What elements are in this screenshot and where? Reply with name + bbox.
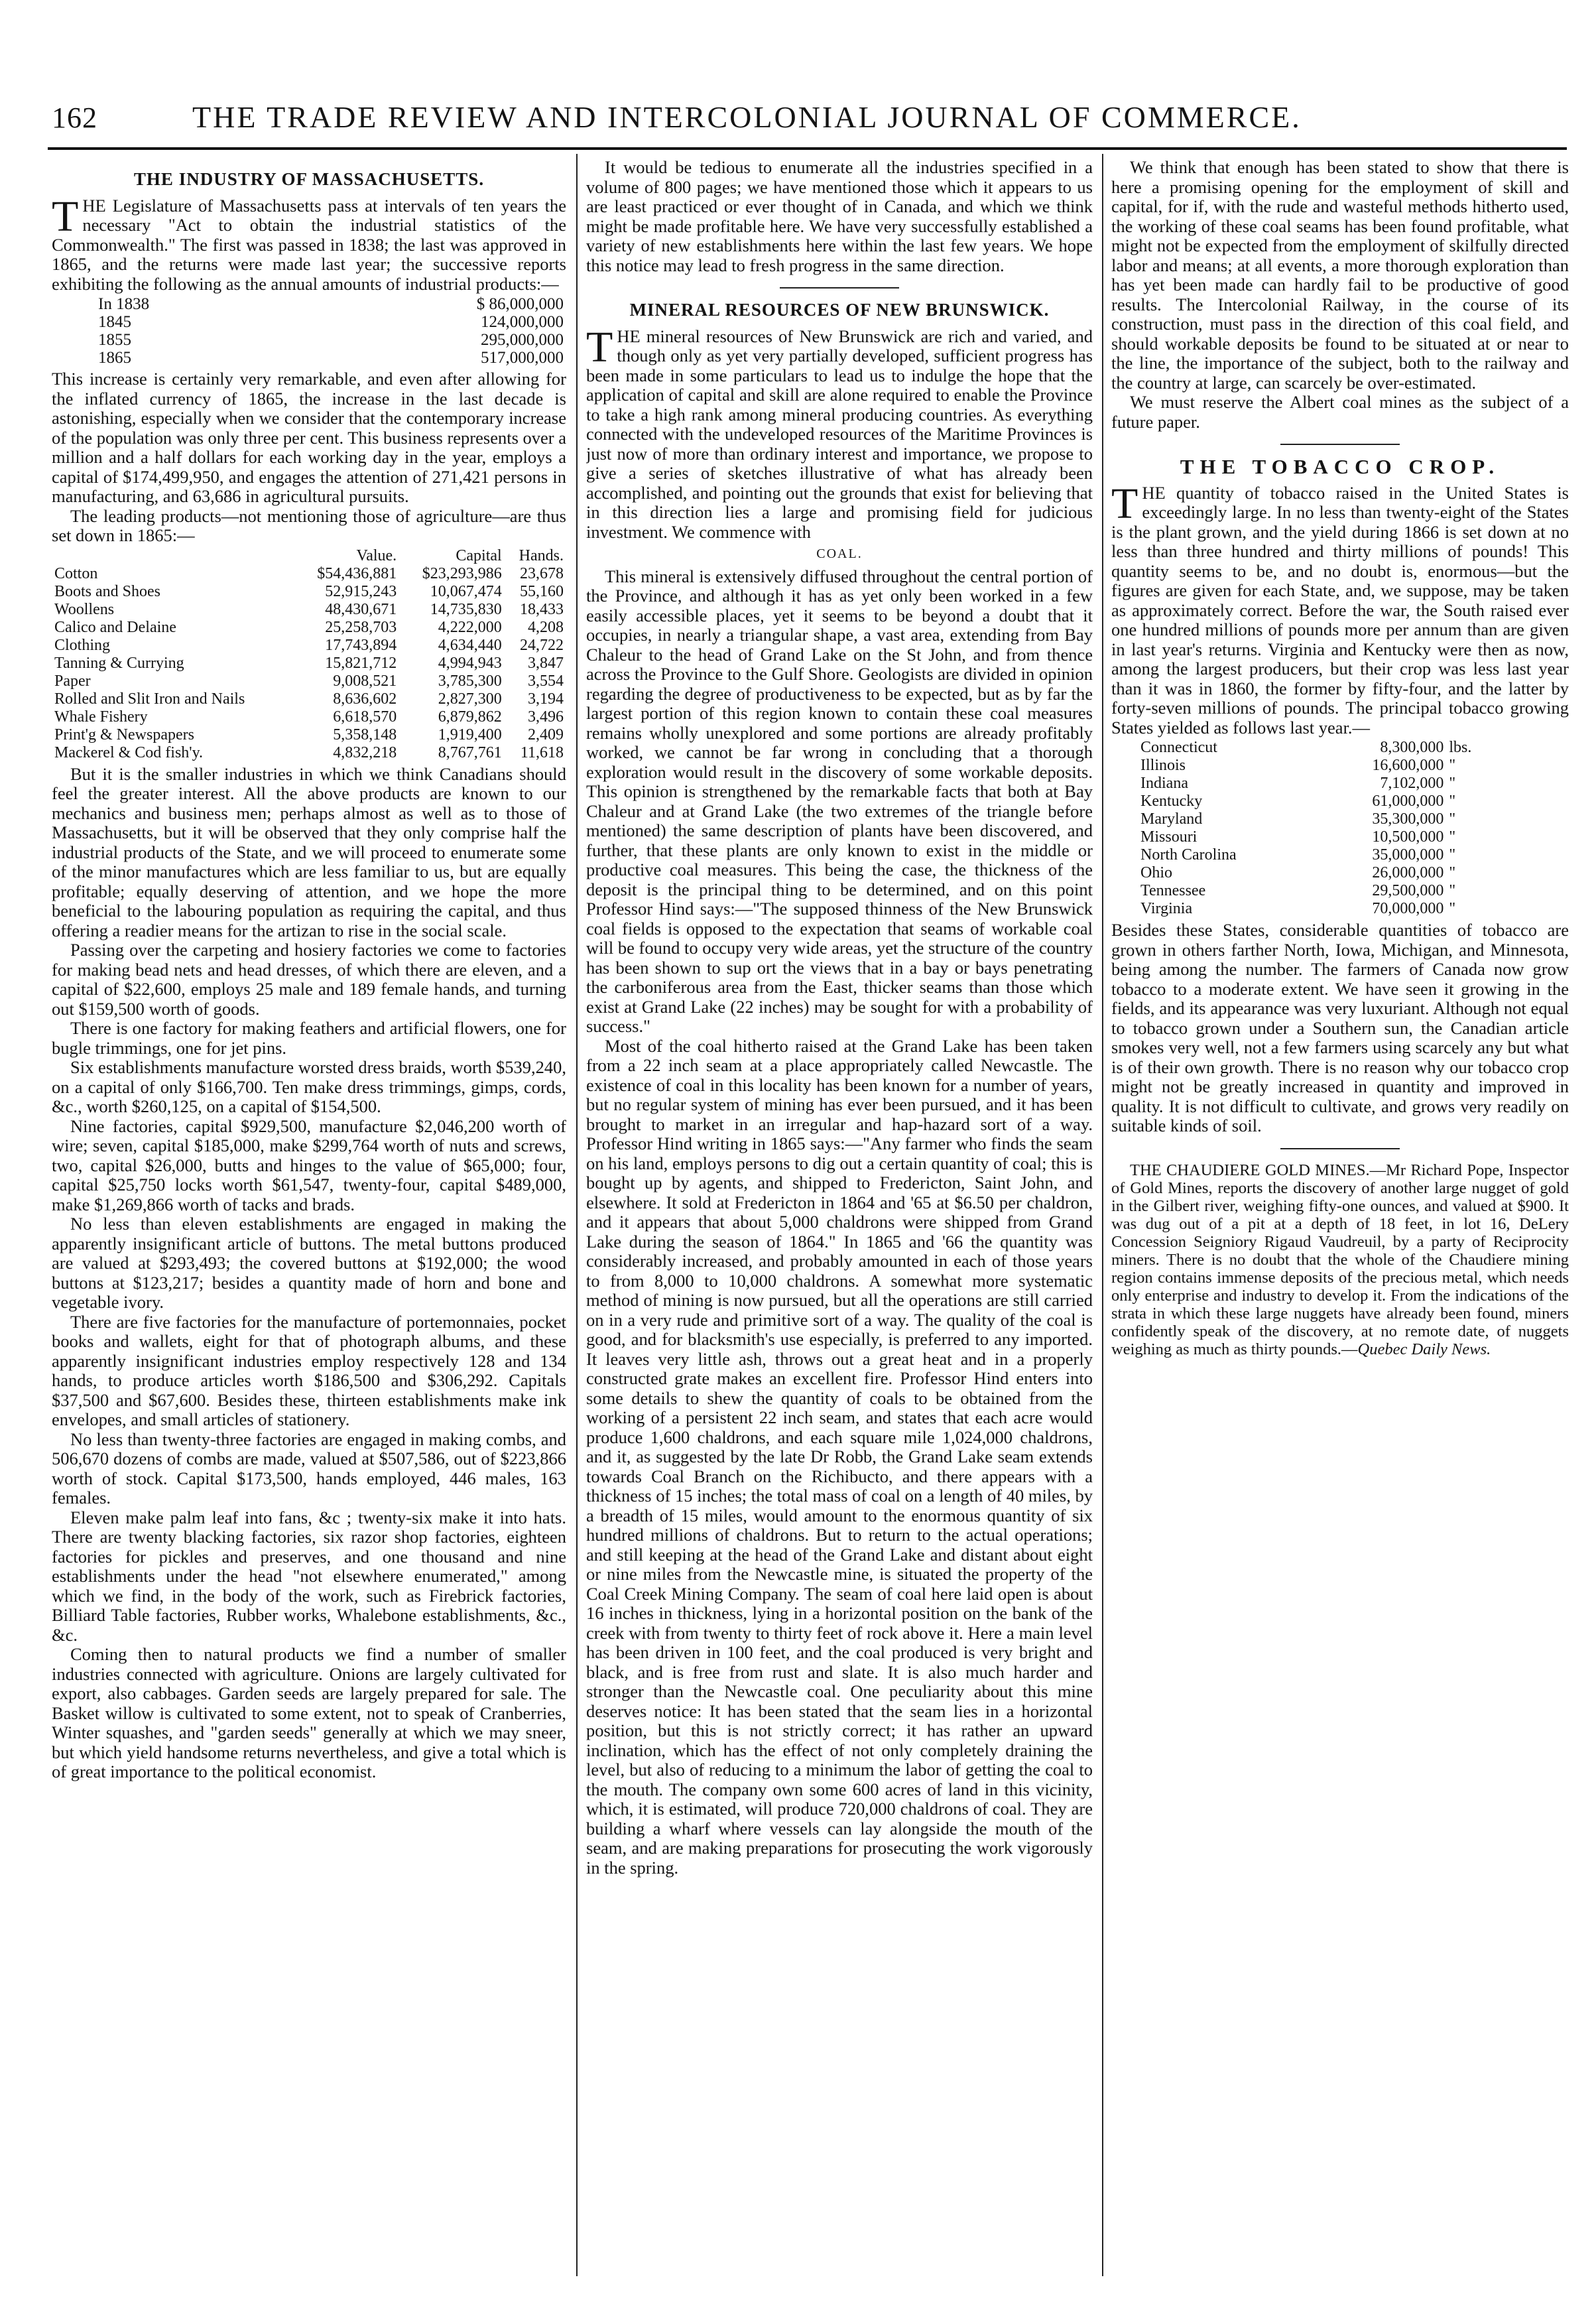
- table-row: [52, 295, 566, 313]
- hands-cell: 11,618: [520, 743, 564, 761]
- paragraph: Passing over the carpeting and hosiery factories we come to factories for making bead nets and head dresses, of which there are eleven, and a capital of $22,600, employs 25 male and 189 female hands, and turning out $159,500 worth of goods.: [52, 940, 566, 1019]
- product-name-cell: Cotton: [54, 564, 98, 582]
- table-row: [1138, 810, 1495, 828]
- news-item-lead: THE CHAUDIERE GOLD MINES.: [1130, 1161, 1370, 1179]
- state-cell: Ohio: [1140, 864, 1172, 881]
- leading-products-table: [52, 547, 566, 762]
- capital-cell: 2,827,300: [438, 690, 502, 708]
- year-cell: 1845: [98, 313, 131, 331]
- table-row: [52, 619, 566, 637]
- table-row: [52, 583, 566, 601]
- article-title-tobacco: THE TOBACCO CROP.: [1180, 455, 1501, 478]
- article-title-massachusetts: THE INDUSTRY OF MASSACHUSETTS.: [133, 169, 485, 189]
- state-cell: Tennessee: [1140, 882, 1206, 899]
- value-cell: 52,915,243: [325, 582, 397, 600]
- amount-cell: 517,000,000: [481, 349, 564, 367]
- paragraph: Besides these States, considerable quantities of tobacco are grown in others farther North, Iowa, Michigan, and Minnesota, being among the number. The farmers of Canada now grow tobacco to a moderate extent. We have seen it growing in the fields, and its appearance was very luxuriant. Although not equal to tobacco grown under a Southern sun, the Canadian article smokes very well, not a few farmers using scarcely any but what is of their own growth. There is no reason why our tobacco crop might not be greatly increased in quantity and improved in quality. It is not difficult to cultivate, and grows very readily on suitable kinds of soil.: [1111, 920, 1569, 1135]
- hands-cell: 3,496: [528, 708, 564, 726]
- table-row: [52, 690, 566, 708]
- running-title: THE TRADE REVIEW AND INTERCOLONIAL JOURNAL OF COMMERCE.: [192, 100, 1302, 134]
- table-row: [52, 565, 566, 583]
- table-row: [52, 708, 566, 726]
- paragraph: There is one factory for making feathers and artificial flowers, one for bugle trimmings, one for jet pins.: [52, 1018, 566, 1058]
- unit-cell: ": [1449, 810, 1456, 828]
- amount-cell: 35,000,000: [1372, 846, 1444, 864]
- unit-cell: lbs.: [1449, 739, 1472, 756]
- header-rule: [48, 147, 1567, 150]
- state-cell: Maryland: [1140, 810, 1203, 828]
- state-cell: Connecticut: [1140, 739, 1217, 756]
- table-row: [52, 655, 566, 673]
- product-name-cell: Clothing: [54, 636, 111, 654]
- value-cell: 25,258,703: [325, 618, 397, 636]
- page-number: 162: [52, 101, 97, 134]
- table-row: [52, 744, 566, 762]
- amount-cell: $ 86,000,000: [476, 295, 564, 313]
- subheading-coal: COAL.: [816, 546, 863, 561]
- unit-cell: ": [1449, 828, 1456, 846]
- capital-cell: $23,293,986: [422, 564, 502, 582]
- table-row: [1138, 864, 1495, 882]
- table-row: [1138, 793, 1495, 810]
- capital-cell: 3,785,300: [438, 672, 502, 690]
- hands-cell: 2,409: [528, 726, 564, 743]
- amount-cell: 29,500,000: [1372, 882, 1444, 899]
- value-cell: 5,358,148: [333, 726, 397, 743]
- amount-cell: 35,300,000: [1372, 810, 1444, 828]
- value-cell: 48,430,671: [325, 600, 397, 618]
- capital-cell: 4,634,440: [438, 636, 502, 654]
- capital-cell: 10,067,474: [430, 582, 502, 600]
- unit-cell: ": [1449, 757, 1456, 774]
- tobacco-states-table: [1138, 739, 1495, 918]
- product-name-cell: Print'g & Newspapers: [54, 726, 194, 743]
- paragraph: No less than twenty-three factories are engaged in making combs, and 506,670 dozens of combs are made, valued at $507,586, out of $223,866 worth of stock. Capital $173,500, hands employed, 446 males, 163 females.: [52, 1429, 566, 1508]
- capital-cell: 4,222,000: [438, 618, 502, 636]
- state-cell: Virginia: [1140, 900, 1193, 917]
- news-item-source: Quebec Daily News.: [1357, 1340, 1491, 1358]
- table-row: [52, 673, 566, 690]
- paragraph: THE Legislature of Massachusetts pass at intervals of ten years the necessary "Act to obtain the industrial statistics of the Commonwealth." The first was passed in 1838; the last was approved in 1865, and the returns were made last year; the successive reports exhibiting the following as the annual amounts of industrial products:—: [52, 192, 566, 294]
- value-cell: $54,436,881: [317, 564, 397, 582]
- table-row: [1138, 775, 1495, 793]
- paragraph: But it is the smaller industries in which we think Canadians should feel the greater interest. All the above products are known to our mechanics and business men; perhaps almost as well as to those of Massachusetts, but it will be observed that they only comprise half the industrial products of the State, and we will proceed to enumerate some of the minor manufactures which are less familiar to us, but are equally profitable; equally deserving of attention, and we hope the more beneficial to the labouring population as requiring the capital, and thus offering a readier means for the artizan to rise in the social scale.: [52, 763, 566, 940]
- paragraph: It would be tedious to enumerate all the industries specified in a volume of 800 pages; we have mentioned those which it appears to us are least practiced or ever thought of in Canada, and which we think might be made profitable here. We have very successfully established a variety of new establishments here within the last few years. We hope this notice may lead to fresh progress in the same direction.: [586, 158, 1093, 275]
- state-cell: North Carolina: [1140, 846, 1237, 864]
- value-cell: 4,832,218: [333, 743, 397, 761]
- hands-cell: 18,433: [520, 600, 564, 618]
- table-row: [1138, 900, 1495, 918]
- hands-cell: 3,194: [528, 690, 564, 708]
- amount-cell: 70,000,000: [1372, 900, 1444, 917]
- product-name-cell: Rolled and Slit Iron and Nails: [54, 690, 245, 708]
- paragraph: There are five factories for the manufacture of portemonnaies, pocket books and wallets, eight for that of photograph albums, and these apparently insignificant industries employ respectively 128 and 134 hands, to produce articles worth $186,500 and $306,292. Capitals $37,500 and $67,600. Besides these, thirteen establishments make ink envelopes, and small articles of stationery.: [52, 1311, 566, 1429]
- amount-cell: 295,000,000: [481, 331, 564, 349]
- capital-cell: 1,919,400: [438, 726, 502, 743]
- column-rule-1: [576, 154, 578, 2276]
- amount-cell: 8,300,000: [1380, 739, 1444, 756]
- year-cell: In 1838: [98, 295, 150, 313]
- product-name-cell: Paper: [54, 672, 91, 690]
- table-row: [52, 601, 566, 619]
- column-header: Capital: [456, 546, 502, 564]
- unit-cell: ": [1449, 793, 1456, 810]
- hands-cell: 55,160: [520, 582, 564, 600]
- table-row: [52, 313, 566, 331]
- value-cell: 8,636,602: [333, 690, 397, 708]
- column-header: Value.: [356, 546, 397, 564]
- value-cell: 9,008,521: [333, 672, 397, 690]
- hands-cell: 23,678: [520, 564, 564, 582]
- unit-cell: ": [1449, 846, 1456, 864]
- product-name-cell: Tanning & Currying: [54, 654, 184, 672]
- paragraph: No less than eleven establishments are engaged in making the apparently insignificant article of buttons. The metal buttons produced are valued at $293,493; the covered buttons at $192,000; the wood buttons at $123,217; besides a quantity made of horn and bone and vegetable ivory.: [52, 1214, 566, 1312]
- table-row: [1138, 828, 1495, 846]
- industrial-products-by-year-table: [52, 295, 566, 367]
- section-rule: [780, 287, 899, 289]
- paragraph: THE quantity of tobacco raised in the United States is exceedingly large. In no less than twenty-eight of the States is the plant grown, and the yield during 1866 is set down at no less than three hundred and thirty millions of pounds! This quantity seems to be, and no doubt is, enormous—but the figures are given for each State, and, we suppose, may be taken as approximately correct. Before the war, the South raised ever one hundred millions of pounds more per annum than are given in last year's returns. Virginia and Kentucky were then as now, among the largest producers, but their crop was less last year than it was in 1860, the former by fifty-four, and the latter by forty-seven millions of pounds. The principal tobacco growing States yielded as follows last year.—: [1111, 479, 1569, 738]
- table-row: [1138, 846, 1495, 864]
- table-row: [52, 349, 566, 367]
- amount-cell: 10,500,000: [1372, 828, 1444, 846]
- paragraph: This mineral is extensively diffused throughout the central portion of the Province, and although it has as yet only been worked in a few easily accessible places, yet it seems to be beyond a doubt that it occupies, in nearly a triangular shape, a vast area, extending from Bay Chaleur to the head of Grand Lake on the St John, and from thence across the Province to the Gulf Shore. Geologists are divided in opinion regarding the degree of productiveness to be expected, but as by far the largest portion of this region known to contain these coal measures remains wholly unexplored and some portions are already profitably worked, we cannot be far wrong in concluding that a thorough exploration would result in the discovery of some workable deposits. This opinion is strengthened by the remarkable facts that both at Bay Chaleur and at Grand Lake (the two extremes of the triangle before mentioned) the same description of plants have been discovered, and further, that these plants are only known to exist in the middle or productive coal measures. This being the case, the thickness of the deposit is the principal thing to be determined, and on this point Professor Hind says:—"The supposed thinness of the New Brunswick coal fields is opposed to the expectation that seams of workable coal will be found to occupy very wide areas, yet the structure of the country has been shown to sup ort the views that in a bay or bays penetrating the carboniferous area from the East, thicker seams than those which exist at Grand Lake (22 inches) may be sought for with a probability of success.": [586, 566, 1093, 1036]
- hands-cell: 3,847: [528, 654, 564, 672]
- table-row: [1138, 739, 1495, 757]
- unit-cell: ": [1449, 775, 1456, 792]
- paragraph: Six establishments manufacture worsted dress braids, worth $539,240, on a capital of only $166,700. Ten make dress trimmings, gimps, cords, &c., worth $260,125, on a capital of $154,500.: [52, 1057, 566, 1116]
- column-3: [1111, 158, 1569, 2300]
- news-item-body: —Mr Richard Pope, Inspector of Gold Mines, reports the discovery of another large nugget of gold in the Gilbert river, weighing fifty-one ounces, and valued at $900. It was dug out of a pit at a depth of 18 feet, in lot 16, DeLery Concession Seigniory Rigaud Vaudreuil, by a party of Reciprocity miners. There is no doubt that the whole of the Chaudiere mining region contains immense deposits of the precious metal, which needs only enterprise and industry to develop it. From the indications of the strata in which these large nuggets have already been found, miners confidently speak of the discovery, at no remote date, of nuggets weighing as much as thirty pounds.—: [1111, 1161, 1569, 1358]
- amount-cell: 16,600,000: [1372, 757, 1444, 774]
- table-row: [1138, 882, 1495, 900]
- column-header: Hands.: [519, 546, 564, 564]
- value-cell: 6,618,570: [333, 708, 397, 726]
- value-cell: 17,743,894: [325, 636, 397, 654]
- value-cell: 15,821,712: [325, 654, 397, 672]
- capital-cell: 8,767,761: [438, 743, 502, 761]
- hands-cell: 4,208: [528, 618, 564, 636]
- unit-cell: ": [1449, 882, 1456, 899]
- year-cell: 1855: [98, 331, 131, 349]
- product-name-cell: Mackerel & Cod fish'y.: [54, 743, 204, 761]
- paragraph: THE mineral resources of New Brunswick are rich and varied, and though only as yet very partially developed, sufficient progress has been made in some particulars to lead us to indulge the hope that the application of capital and skill are alone required to enable the Province to take a high rank among mineral producing countries. As everything connected with the undeveloped resources of the Maritime Provinces is just now of more than ordinary interest and importance, we propose to give a series of sketches illustrative of what has already been accomplished, and pointing out the grounds that exist for believing that in this direction lies a large and promising field for judicious investment. We commence with: [586, 322, 1093, 542]
- product-name-cell: Woollens: [54, 600, 115, 618]
- paragraph: Eleven make palm leaf into fans, &c ; twenty-six make it into hats. There are twenty blacking factories, six razor shop factories, eighteen factories for pickles and preserves, and one thousand and nine establishments under the head "not elsewhere enumerated," among which we find, in the body of the work, such as Firebrick factories, Billiard Table factories, Rubber works, Whalebone establishments, &c., &c.: [52, 1507, 566, 1645]
- table-row: [52, 726, 566, 744]
- paragraph: We must reserve the Albert coal mines as the subject of a future paper.: [1111, 392, 1569, 432]
- state-cell: Indiana: [1140, 775, 1188, 792]
- column-2: [586, 158, 1093, 2300]
- state-cell: Kentucky: [1140, 793, 1203, 810]
- section-rule: [1280, 444, 1400, 445]
- amount-cell: 7,102,000: [1380, 775, 1444, 792]
- unit-cell: ": [1449, 900, 1456, 917]
- state-cell: Illinois: [1140, 757, 1186, 774]
- section-rule: [1280, 1148, 1400, 1149]
- hands-cell: 24,722: [520, 636, 564, 654]
- paragraph: We think that enough has been stated to show that there is here a promising opening for the employment of skill and capital, for if, with the rude and wasteful methods hitherto used, the working of these coal seams has been found profitable, what might not be expected from the employment of skilfully directed labor and means; at all events, a more thorough exploration than has yet been made can hardly fail to be productive of good results. The Intercolonial Railway, in the course of its construction, must pass in the direction of this coal field, and should workable deposits be found to be situated at or near to the line, the importance of the subject, both to the railway and the country at large, can scarcely be over-estimated.: [1111, 158, 1569, 393]
- column-1: [52, 158, 566, 2300]
- amount-cell: 26,000,000: [1372, 864, 1444, 881]
- capital-cell: 6,879,862: [438, 708, 502, 726]
- capital-cell: 4,994,943: [438, 654, 502, 672]
- paragraph: Nine factories, capital $929,500, manufacture $2,046,200 worth of wire; seven, capital $185,000, make $299,764 worth of nuts and screws, two, capital $26,000, butts and hinges to the value of $65,000; four, capital $25,750 locks worth $61,547, twenty-four, capital $489,000, make $1,269,866 worth of tacks and brads.: [52, 1116, 566, 1214]
- paragraph: Most of the coal hitherto raised at the Grand Lake has been taken from a 22 inch seam at a place appropriately called Newcastle. The existence of coal in this locality has been known for a number of years, but no regular system of mining has ever been pursued, and it has been brought to market in an irregular and hap-hazard sort of a way. Professor Hind writing in 1865 says:—"Any farmer who finds the seam on his land, employs persons to dig out a certain quantity of coal; this is bought up by agents, and shipped to Fredericton, Saint John, and elsewhere. It sold at Fredericton in 1864 and '65 at $6.50 per chaldron, and it appears that about 5,000 chaldrons were shipped from Grand Lake during the season of 1864." In 1865 and '66 the quantity was considerably increased, and probably amounted in each of those years to from 8,000 to 10,000 chaldrons. A somewhat more systematic method of mining is now pursued, but all the operations are still carried on in a very rude and primitive sort of a way. The quality of the coal is good, and for blacksmith's use especially, is preferred to any imported. It leaves very little ash, throws out a great heat and in a properly constructed grate makes an excellent fire. Professor Hind enters into some details to shew the quantity of coals to be obtained from the working of a persistent 22 inch seam, and states that each acre would produce 1,600 chaldrons, and each square mile 1,024,000 chaldrons, and it, as suggested by the late Dr Robb, the Grand Lake seam extends towards Coal Branch on the Richibucto, and there appears with a thickness of 15 inches; the total mass of coal on a length of 40 miles, by a breadth of 15 miles, would amount to the enormous quantity of six hundred millions of chaldrons. But to return to the actual operations; and still keeping at the head of the Grand Lake and distant about eight or nine miles from the Newcastle mine, is situated the property of the Coal Creek Mining Company. The seam of coal here laid open is about 16 inches in thickness, lying in a horizontal position on the bank of the creek with from twenty to thirty feet of rock above it. Here a main level has been driven in 100 feet, and the coal produced is very bright and black, and is free from rust and slate. It is also much harder and stronger than the Newcastle coal. One peculiarity about this mine deserves notice: It has been stated that the seam lies in a horizontal position, but this is not strictly correct; it has rather an upward inclination, which has the effect of not only completely draining the level, but also of reducing to a minimum the labor of getting the coal to the mouth. The company own some 600 acres of land in this vicinity, which, it is estimated, will produce 720,000 chaldrons of coal. They are building a wharf where vessels can lay alongside the mouth of the seam, and are making preparations for prosecuting the work vigorously in the spring.: [586, 1035, 1093, 1878]
- news-item-chaudiere: [1111, 1161, 1569, 1358]
- amount-cell: 61,000,000: [1372, 793, 1444, 810]
- hands-cell: 3,554: [528, 672, 564, 690]
- table-row: [52, 637, 566, 655]
- paragraph: This increase is certainly very remarkable, and even after allowing for the inflated currency of 1865, the increase in the last decade is astonishing, especially when we consider that the contemporary increase of the population was only three per cent. This business represents over a million and a half dollars for each working day in the year, employs a capital of $174,499,950, and engages the attention of 271,421 persons in manufacturing, and 63,686 in agricultural pursuits.: [52, 369, 566, 506]
- table-row: [52, 331, 566, 349]
- table-row: [1138, 757, 1495, 775]
- paragraph: The leading products—not mentioning those of agriculture—are thus set down in 1865:—: [52, 505, 566, 545]
- column-rule-2: [1102, 154, 1103, 2276]
- capital-cell: 14,735,830: [430, 600, 502, 618]
- product-name-cell: Boots and Shoes: [54, 582, 161, 600]
- paragraph: Coming then to natural products we find a number of smaller industries connected with agriculture. Onions are largely cultivated for export, also cabbages. Garden seeds are largely prepared for sale. The Basket willow is cultivated to some extent, not to speak of Cranberries, Winter squashes, and "garden seeds" generally at which we may sneer, but which yield handsome returns nevertheless, and give a total which is of great importance to the political economist.: [52, 1644, 566, 1781]
- year-cell: 1865: [98, 349, 131, 367]
- state-cell: Missouri: [1140, 828, 1197, 846]
- product-name-cell: Calico and Delaine: [54, 618, 176, 636]
- product-name-cell: Whale Fishery: [54, 708, 148, 726]
- amount-cell: 124,000,000: [481, 313, 564, 331]
- unit-cell: ": [1449, 864, 1456, 881]
- article-title-new-brunswick: MINERAL RESOURCES OF NEW BRUNSWICK.: [629, 300, 1050, 320]
